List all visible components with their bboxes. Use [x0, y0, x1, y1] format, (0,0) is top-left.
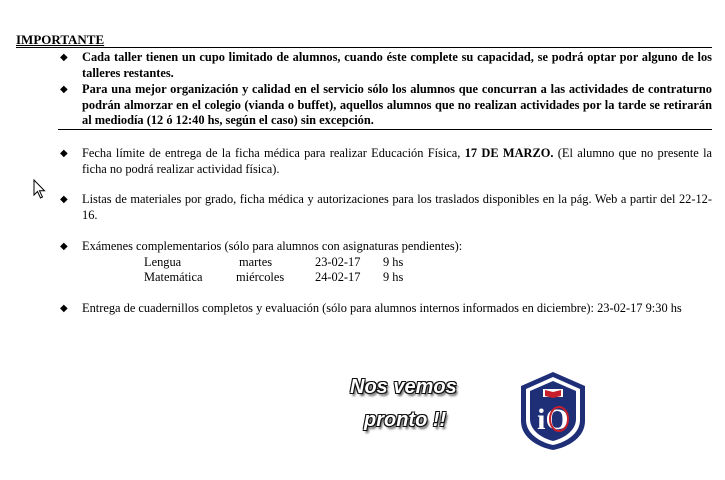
item-materiales-text: Listas de materiales por grado, ficha médica y autorizaciones para los traslados disponibles en la pág. Web a partir del 22-12-16.	[82, 192, 712, 222]
list-item-materiales	[58, 192, 712, 223]
divider-top	[16, 47, 712, 48]
logo-letters: iO	[537, 403, 569, 436]
heading-importante: IMPORTANTE	[16, 32, 105, 47]
diamond-icon: ◆	[60, 241, 68, 252]
exam-subject: Matemática	[144, 270, 203, 284]
list-item-cupo	[58, 50, 712, 81]
divider-middle	[58, 129, 712, 130]
item-cuadernillos-text: Entrega de cuadernillos completos y evaluación (sólo para alumnos internos informados en diciembre): 23-02-17 9:30 hs	[82, 301, 682, 315]
list-item-examenes	[58, 239, 712, 255]
diamond-icon: ◆	[60, 52, 68, 63]
ficha-text-before: Fecha límite de entrega de la ficha médica para realizar Educación Física,	[82, 146, 465, 160]
exam-day: martes	[239, 255, 273, 269]
item-examenes-text: Exámenes complementarios (sólo para alumnos con asignaturas pendientes):	[82, 239, 463, 253]
exam-time: 9 hs	[383, 255, 404, 269]
diamond-icon: ◆	[60, 303, 68, 314]
farewell-line-1: Nos vemos	[350, 376, 457, 398]
farewell-line-2: pronto !!	[364, 409, 447, 431]
exam-date: 24-02-17	[315, 270, 361, 284]
diamond-icon: ◆	[60, 148, 68, 159]
list-item-ficha-medica	[58, 146, 712, 177]
item-cupo-text: Cada taller tienen un cupo limitado de alumnos, cuando éste complete su capacidad, se podrá optar por alguno de los talleres restantes.	[82, 50, 712, 80]
diamond-icon: ◆	[60, 194, 68, 205]
mouse-pointer-icon	[33, 179, 47, 200]
exam-time: 9 hs	[383, 270, 404, 284]
exam-day: miércoles	[236, 270, 285, 284]
item-almuerzo-text: Para una mejor organización y calidad en el servicio sólo los alumnos que concurran a las actividades de contraturno podrán almorzar en el colegio (vianda o buffet), aquellos alumnos que no realizan actividades por la tarde se retirarán al mediodía (12 ó 12:40 hs, según el caso) sin excepción.	[82, 82, 712, 128]
ficha-text-after: (El alumno que no presente la ficha no podrá realizar actividad física).	[82, 146, 713, 176]
list-item-almuerzo	[58, 82, 712, 129]
diamond-icon: ◆	[60, 84, 68, 95]
exam-date: 23-02-17	[315, 255, 361, 269]
school-crest-logo	[519, 371, 587, 451]
list-item-cuadernillos	[58, 301, 712, 317]
exam-subject: Lengua	[144, 255, 182, 269]
ficha-deadline-date: 17 DE MARZO.	[464, 146, 554, 160]
item-ficha-text	[82, 146, 712, 177]
